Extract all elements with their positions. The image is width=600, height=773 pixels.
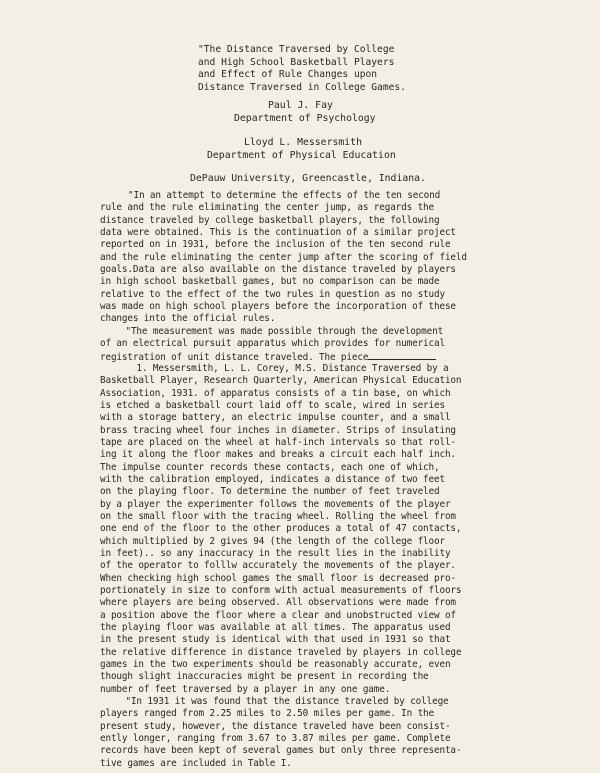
text-line: rule and the rule eliminating the center jump, as regards the [100, 202, 435, 214]
institution: DePauw University, Greencastle, Indiana. [190, 173, 426, 184]
author-department: Department of Psychology [234, 113, 376, 124]
text-line: The impulse counter records these contacts, each one of which, [100, 461, 440, 473]
text-line: "In 1931 it was found that the distance traveled by college [120, 696, 449, 708]
text-fragment: registration of unit distance traveled. The piece [100, 352, 369, 364]
text-line: in high school basketball games, but no comparison can be made [100, 276, 440, 288]
document-title [198, 44, 558, 94]
text-line: When checking high school games the small floor is decreased pro- [100, 572, 456, 584]
footnote-rule [368, 350, 436, 360]
text-line: in feet).. so any inaccuracy in the result lies in the inability [100, 547, 451, 559]
text-line: by a player the experimenter follows the movements of the player [100, 498, 451, 510]
text-line: where players are being observed. All observations were made from [100, 597, 456, 609]
text-line: changes into the official rules. [100, 313, 276, 325]
text-line: "In an attempt to determine the effects of the ten second [128, 190, 441, 201]
text-line: in the present study is identical with that used in 1931 so that [100, 634, 451, 646]
author-department: Department of Physical Education [207, 150, 396, 161]
text-line: data were obtained. This is the continuation of a similar project [100, 227, 456, 239]
text-line: brass tracing wheel four inches in diameter. Strips of insulating [100, 424, 456, 436]
text-line: games in the two experiments should be reasonably accurate, even [100, 659, 451, 671]
text-line: with a storage battery, an electric impulse counter, and a small [100, 412, 451, 424]
text-line: tape are placed on the wheel at half-inch intervals so that roll- [100, 436, 456, 448]
text-line: Association, 1931. of apparatus consists of a tin base, on which [100, 387, 451, 399]
text-line: and the rule eliminating the center jump after the scoring of field [100, 251, 467, 263]
text-line: present study, however, the distance traveled have been consist- [100, 720, 451, 732]
text-line: tive games are included in Table I. [100, 757, 292, 769]
footnote-line: 1. Messersmith, L. L. Corey, M.S. Distance Traversed by a [120, 362, 449, 374]
text-line: a position above the floor where a clear and unobstructed view of [100, 609, 456, 621]
text-line: "The measurement was made possible through the development [120, 325, 444, 337]
text-line: one end of the floor to the other produces a total of 47 contacts, [100, 523, 462, 535]
text-line: reported on in 1931, before the inclusion of the ten second rule [100, 239, 451, 251]
text-line: relative to the effect of the two rules in question as no study [100, 288, 445, 300]
text-line: was made on high school players before the incorporation of these [100, 301, 456, 313]
text-line: portionately in size to conform with actual measurements of floors [100, 585, 462, 596]
author-name: Paul J. Fay [268, 100, 333, 111]
text-line: of the operator to folllw accurately the movements of the player. [100, 560, 456, 572]
text-line: the playing floor was available at all times. The apparatus used [100, 622, 451, 634]
text-line: ently longer, ranging from 3.67 to 3.87 miles per game. Complete [100, 733, 451, 745]
author-name: Lloyd L. Messersmith [244, 137, 362, 148]
title-line: Distance Traversed in College Games. [198, 81, 406, 93]
text-line: with the calibration employed, indicates a distance of two feet [100, 473, 445, 485]
text-line: is etched a basketball court laid off to scale, wired in series [100, 399, 445, 411]
text-line: which multiplied by 2 gives 94 (the length of the college floor [100, 535, 445, 547]
text-line: goals.Data are also available on the distance traveled by players [100, 264, 456, 276]
text-line: on the small floor with the tracing wheel. Rolling the wheel from [100, 510, 456, 522]
text-line: ing it along the floor makes and breaks a circuit each half inch. [100, 449, 456, 461]
text-line: players ranged from 2.25 miles to 2.50 miles per game. In the [100, 708, 435, 720]
text-line [100, 350, 560, 362]
text-line: records have been kept of several games but only three representa- [100, 745, 462, 757]
text-line: though slight inaccuracies might be present in recording the [100, 671, 429, 683]
text-line: the relative difference in distance traveled by players in college [100, 646, 462, 658]
title-line: and Effect of Rule Changes upon [198, 69, 378, 80]
body-text [100, 190, 560, 770]
text-line: number of feet traversed by a player in any one game. [100, 683, 391, 695]
text-line: on the playing floor. To determine the number of feet traveled [100, 486, 440, 498]
text-line: of an electrical pursuit apparatus which provides for numerical [100, 338, 445, 350]
title-line: and High School Basketball Players [198, 56, 395, 68]
title-line: "The Distance Traversed by College [198, 44, 395, 55]
text-line: Basketball Player, Research Quarterly, American Physical Education [100, 375, 462, 387]
text-line: distance traveled by college basketball players, the following [100, 214, 440, 226]
